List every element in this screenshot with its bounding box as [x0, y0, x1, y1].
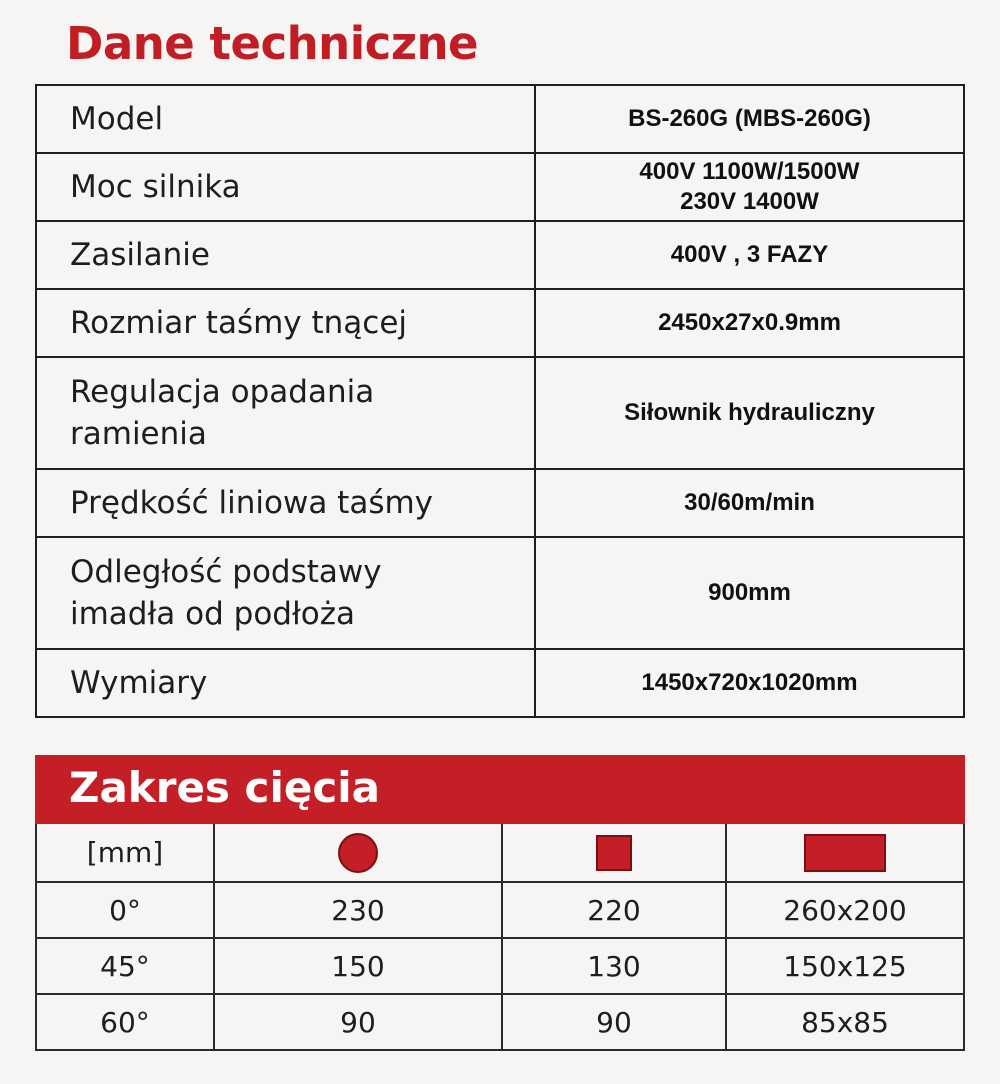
spec-label: Moc silnika: [36, 153, 535, 221]
spec-label-line: imadła od podłoża: [70, 596, 356, 632]
spec-label: Wymiary: [36, 649, 535, 717]
spec-label-line: Odległość podstawy: [70, 554, 382, 590]
rect-column-header: [726, 824, 964, 882]
cutting-range-title: Zakres cięcia: [69, 763, 380, 812]
page-title: Dane techniczne: [66, 17, 479, 70]
table-row: [36, 882, 964, 938]
angle-cell: 45°: [36, 938, 214, 994]
spec-value: 400V , 3 FAZY: [535, 221, 964, 289]
table-row: [36, 153, 964, 221]
spec-value: Siłownik hydrauliczny: [535, 357, 964, 469]
specs-table: [35, 84, 965, 718]
square-cell: 130: [502, 938, 726, 994]
unit-label: [mm]: [36, 824, 214, 882]
spec-label: [36, 357, 535, 469]
table-row: [36, 85, 964, 153]
table-header-row: [36, 824, 964, 882]
spec-value-line: 230V 1400W: [680, 188, 819, 215]
round-column-header: [214, 824, 502, 882]
spec-label-line: Regulacja opadania: [70, 374, 375, 410]
table-row: [36, 649, 964, 717]
square-icon: [596, 835, 632, 871]
round-cell: 150: [214, 938, 502, 994]
round-cell: 230: [214, 882, 502, 938]
rectangle-icon: [804, 834, 886, 872]
cutting-range-table: [35, 824, 965, 1051]
spec-value: BS-260G (MBS-260G): [535, 85, 964, 153]
spec-value: 30/60m/min: [535, 469, 964, 537]
square-column-header: [502, 824, 726, 882]
spec-value-line: 400V 1100W/1500W: [639, 158, 860, 185]
spec-label: Model: [36, 85, 535, 153]
spec-value: 900mm: [535, 537, 964, 649]
spec-value: 2450x27x0.9mm: [535, 289, 964, 357]
table-row: [36, 221, 964, 289]
cutting-range-header: [35, 755, 965, 824]
spec-label-line: ramienia: [70, 416, 207, 452]
angle-cell: 0°: [36, 882, 214, 938]
table-row: [36, 357, 964, 469]
spec-label: Rozmiar taśmy tnącej: [36, 289, 535, 357]
spec-value: [535, 153, 964, 221]
spec-value: 1450x720x1020mm: [535, 649, 964, 717]
table-row: [36, 994, 964, 1050]
table-row: [36, 289, 964, 357]
angle-cell: 60°: [36, 994, 214, 1050]
rect-cell: 260x200: [726, 882, 964, 938]
rect-cell: 150x125: [726, 938, 964, 994]
table-row: [36, 938, 964, 994]
table-row: [36, 537, 964, 649]
spec-label: Prędkość liniowa taśmy: [36, 469, 535, 537]
table-row: [36, 469, 964, 537]
spec-label: [36, 537, 535, 649]
circle-icon: [338, 833, 378, 873]
square-cell: 220: [502, 882, 726, 938]
rect-cell: 85x85: [726, 994, 964, 1050]
spec-label: Zasilanie: [36, 221, 535, 289]
round-cell: 90: [214, 994, 502, 1050]
square-cell: 90: [502, 994, 726, 1050]
